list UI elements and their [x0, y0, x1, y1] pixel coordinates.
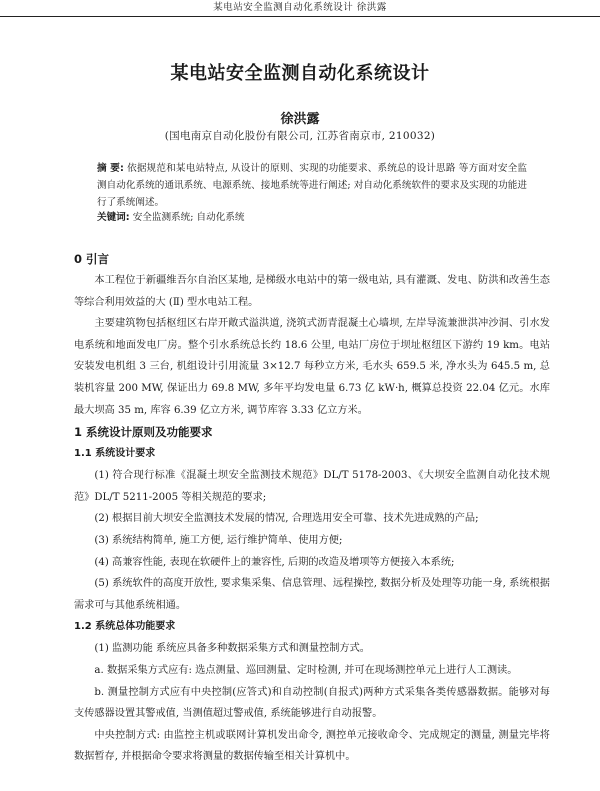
keywords-label: 关键词: — [97, 212, 130, 223]
list-item: b. 测量控制方式应有中央控制(应答式)和自动控制(自报式)两种方式采集各类传感器数据。能够对每支传感器设置其警戒值, 当测值超过警戒值, 系统能够进行自动报警。 — [74, 686, 550, 720]
list-item: (1) 监测功能 系统应具备多种数据采集方式和测量控制方式。 — [94, 643, 370, 655]
list-item: (5) 系统软件的高度开放性, 要求集采集、信息管理、远程操控, 数据分析及处理等功能一身, 系统根据需求可与其他系统相通。 — [74, 578, 550, 611]
abstract-label: 摘 要: — [97, 163, 124, 174]
paragraph: 主要建筑物包括枢纽区右岸开敞式溢洪道, 浇筑式沥青混凝土心墙坝, 左岸导流兼泄洪冲沙洞、引水发电系统和地面发电厂房。整个引水系统总长约 18.6 公里, 电站厂房位于坝址枢纽区下游约 19 km。电站安装发电机组 3 三台, 机组设计引用流量 3×12.7 每秒立方米, 毛水头 659.5 米, 净水头为 645.5 m, 总装机容量 200 MW, 保证出力 69.8 MW, 多年平均发电量 6.73 亿 kW·h, 概算总投资 22.04 亿元。水库最大坝高 35 m, 库容 6.39 亿立方米, 调节库容 3.33 亿立方米。 — [74, 318, 550, 416]
abstract-text: 依据规范和某电站特点, 从设计的原则、实现的功能要求、系统总的设计思路 等方面对安全监测自动化系统的通讯系统、电源系统、接地系统等进行阐述; 对自动化系统软件的要求及实现的功能进行了系统阐述。 — [97, 163, 527, 208]
keywords-text: 安全监测系统; 自动化系统 — [132, 212, 245, 223]
list-item: (2) 根据目前大坝安全监测技术发展的情况, 合理选用安全可靠、技术先进成熟的产品; — [94, 513, 479, 525]
list-item: (1) 符合现行标准《混凝土坝安全监测技术规范》DL/T 5178-2003、《大坝安全监测自动化技术规范》DL/T 5211-2005 等相关规范的要求; — [74, 470, 550, 503]
section-heading: 0 引言 — [74, 252, 110, 266]
subsection-heading: 1.2 系统总体功能要求 — [74, 621, 176, 633]
paper-title: 某电站安全监测自动化系统设计 — [170, 63, 430, 84]
body-text — [74, 248, 550, 768]
keywords — [97, 211, 527, 225]
list-item: (4) 高兼容性能, 表现在软硬件上的兼容性, 后期的改造及增项等方便接入本系统; — [94, 556, 455, 568]
running-header: 某电站安全监测自动化系统设计 徐洪露 — [0, 0, 600, 17]
list-item: a. 数据采集方式应有: 选点测量、巡回测量、定时检测, 并可在现场测控单元上进行人工测读。 — [94, 664, 518, 676]
paragraph: 本工程位于新疆维吾尔自治区某地, 是梯级水电站中的第一级电站, 具有灌溉、发电、防洪和改善生态等综合利用效益的大 (Ⅱ) 型水电站工程。 — [74, 275, 550, 308]
section-heading: 1 系统设计原则及功能要求 — [74, 425, 213, 440]
list-item: (3) 系统结构简单, 施工方便, 运行维护简单、使用方便; — [94, 534, 343, 546]
author-affiliation: (国电南京自动化股份有限公司, 江苏省南京市, 210032) — [164, 130, 436, 142]
author-name: 徐洪露 — [280, 112, 320, 127]
list-item: 中央控制方式: 由监控主机或联网计算机发出命令, 测控单元接收命令、完成规定的测量, 测量完毕将数据暂存, 并根据命令要求将测量的数据传输至相关计算机中。 — [74, 729, 550, 763]
abstract — [97, 160, 527, 211]
subsection-heading: 1.1 系统设计要求 — [74, 448, 156, 460]
